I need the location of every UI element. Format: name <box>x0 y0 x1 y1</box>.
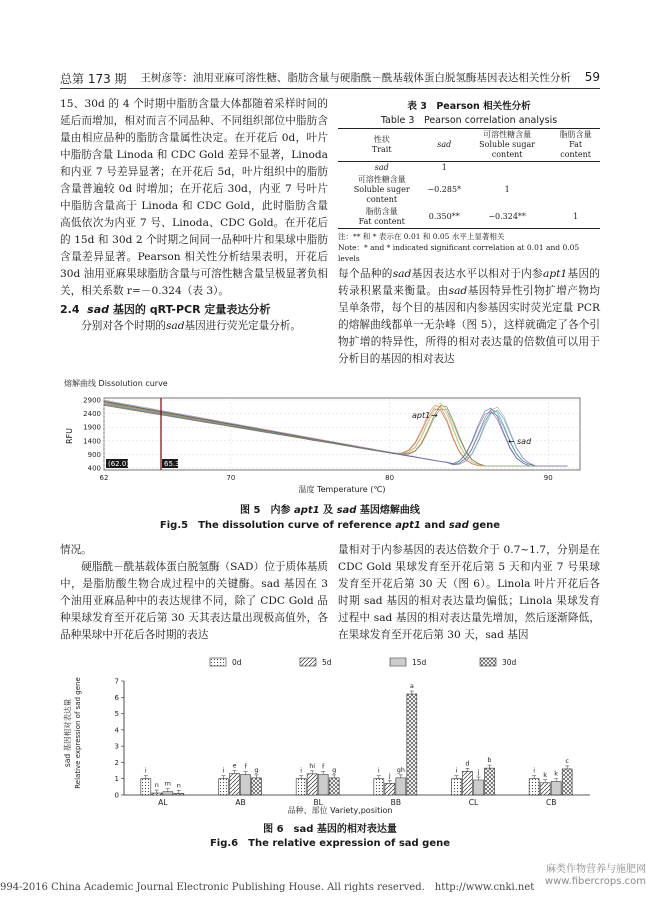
y-tick-label: 3 <box>114 742 119 751</box>
x-tick-label: 90 <box>543 474 553 482</box>
significance-letter: a <box>409 682 414 691</box>
significance-letter: j <box>477 768 480 777</box>
significance-letter: j <box>388 771 391 780</box>
y-tick-label: 2400 <box>83 410 101 419</box>
bar <box>252 778 262 795</box>
significance-letter: i <box>455 766 458 775</box>
x-ticks <box>100 474 553 482</box>
bar <box>174 793 184 795</box>
y-tick-label: 1900 <box>83 423 101 432</box>
significance-letter: g <box>254 765 259 774</box>
y-tick-label: 400 <box>87 464 101 473</box>
significance-letter: gh <box>396 765 405 774</box>
expression-bar-chart <box>60 655 600 817</box>
y-tick-label: 900 <box>87 450 101 459</box>
table-row: 脂肪含量 Fat content 0.350** −0.324** 1 <box>358 207 579 226</box>
fig6-caption-cn: 图 6 sad 基因的相对表达量 <box>263 824 397 835</box>
x-axis-label: 温度 Temperature (℃) <box>298 485 386 494</box>
category-label: AL <box>158 798 168 807</box>
significance-letter: i <box>533 766 536 775</box>
page-number: 59 <box>584 70 600 84</box>
body-paragraph: 15、30d 的 4 个时期中脂肪含量大体都随着采样时间的延后而增加，相对而言不同品种、不同组织部位中脂肪含量由相应品种的脂肪含量属性决定。在开花后 0d，叶片中脂肪含量 Linoda 和 CDC Gold 差异不显著，Linoda 和内亚 7 号差异显著；在开花后 5d，叶片组织中的脂肪含量普遍较 0d 时增加；在开花后 30d，内亚 7 号叶片中脂肪含量高于 Linoda 和 CDC Gold，此时脂肪含量高低依次为内亚 7 号、Linoda、CDC Gold。在开花后的 15d 和 30d 2 个时期之间同一品种叶片和果球中脂肪含量差异显著。Pearson 相关性分析结果表明，开花后 30d 油用亚麻果球脂肪含量与可溶性糖含量呈极显著负相关，相关系数 r=－0.324（表 3）。 <box>60 98 328 297</box>
header-rule <box>60 88 600 89</box>
bar <box>463 771 473 795</box>
significance-letter: f <box>244 762 247 771</box>
significance-letter: b <box>487 756 492 765</box>
right-column-top <box>338 266 600 368</box>
table-row: 可溶性糖含量 Soluble suger content −0.285* 1 <box>353 175 510 204</box>
bar <box>529 779 539 795</box>
bar <box>474 780 484 795</box>
issue-number: 总第 173 期 <box>60 72 127 86</box>
y-axis-label-en: Relative expression of sad gene <box>74 677 82 789</box>
running-header <box>60 70 600 87</box>
significance-letter: hi <box>309 761 316 770</box>
legend-swatch <box>210 658 226 666</box>
table-note-en: Note：* and * indicated significant correlation at 0.01 and 0.05 levels <box>338 243 580 263</box>
significance-letter: i <box>300 766 303 775</box>
chart-axes <box>115 678 590 800</box>
left-column-bottom <box>60 542 328 644</box>
table-3 <box>338 98 600 264</box>
bar <box>540 783 550 795</box>
bar <box>152 793 162 795</box>
significance-letter: i <box>222 766 225 775</box>
marker-1: (62.0) <box>108 460 130 468</box>
legend-label: 15d <box>412 658 427 667</box>
bar <box>307 774 317 795</box>
fig5-caption-cn: 图 5 内参 apt1 及 sad 基因熔解曲线 <box>240 505 420 516</box>
copyright-footer: 994-2016 China Academic Journal Electronic Publishing House. All rights reserved. http://www.cnki.net <box>0 882 535 893</box>
y-tick-label: 7 <box>114 677 119 686</box>
bar <box>485 768 495 795</box>
y-tick-label: 4 <box>114 726 119 735</box>
category-label: AB <box>235 798 246 807</box>
significance-letter: k <box>554 769 559 778</box>
y-tick-label: 2900 <box>83 396 101 405</box>
category-label: BB <box>390 798 401 807</box>
legend-swatch <box>300 658 316 666</box>
category-label: CL <box>468 798 479 807</box>
significance-letter: e <box>232 761 237 770</box>
sad-label: sad <box>517 437 532 446</box>
bar <box>396 778 406 795</box>
legend-swatch <box>390 658 406 666</box>
legend-label: 30d <box>502 658 517 667</box>
bar <box>241 775 251 795</box>
significance-letter: f <box>322 762 325 771</box>
bar <box>230 774 240 795</box>
legend-label: 5d <box>322 658 332 667</box>
fig6-caption-en: Fig.6 The relative expression of sad gene <box>209 838 451 849</box>
table-note-cn: 注：** 和 * 表示在 0.01 和 0.05 水平上显著相关 <box>338 232 505 241</box>
y-tick-label: 5 <box>114 710 119 719</box>
table-title-en: Table 3 Pearson correlation analysis <box>380 115 558 126</box>
running-title: 王树彦等：油用亚麻可溶性糖、脂肪含量与硬脂酰－酰基载体蛋白脱氢酶基因表达相关性分析 <box>140 72 571 84</box>
correlation-table: 性状 Trait sad 可溶性糖含量 Soluble sugar content 脂肪含量 Fat content sad 1 可溶性糖含量 Soluble suger content −0.285* 1 脂肪含量 Fat content 0.350** −0.324** 1 <box>338 128 600 229</box>
body-paragraph: 每个品种的sad基因表达水平以相对于内参apt1基因的转录积累量来衡量。由sad基因特异性引物扩增产物均呈单条带，每个目的基因和内参基因实时荧光定量 PCR 的熔解曲线都单一无杂峰（图 5），这样就确定了各个引物扩增的特异性，所得的相对表达量的倍数值可以用于分析目的基因的相对表达 <box>338 268 601 365</box>
y-tick-label: 1 <box>114 775 119 784</box>
bar <box>551 782 561 795</box>
bar <box>163 792 173 795</box>
significance-letter: k <box>543 770 548 779</box>
legend-swatch <box>480 658 496 666</box>
x-tick-label: 62 <box>99 474 109 482</box>
body-paragraph: 量相对于内参基因的表达倍数介于 0.7~1.7，分别是在 CDC Gold 果球发育至开花后第 5 天和内亚 7 号果球发育至开花后第 30 天（图 6）。Linola 叶片开花后各时期 sad 基因的相对表达量均偏低；Linola 果球发育过程中 sad 基因的相对表达量先增加，然后逐渐降低，在果球发育至开花后第 30 天，sad 基因 <box>338 544 600 641</box>
chart-legend <box>210 658 517 667</box>
right-column-bottom <box>338 542 600 644</box>
fig5-caption-en: Fig.5 The dissolution curve of reference apt1 and sad gene <box>159 520 501 531</box>
x-tick-label: 80 <box>385 474 395 482</box>
significance-letter: n <box>176 781 181 790</box>
bar <box>385 783 395 795</box>
significance-letter: i <box>144 766 147 775</box>
y-tick-label: 0 <box>114 791 119 800</box>
left-column-top <box>60 96 328 335</box>
table-title-cn: 表 3 Pearson 相关性分析 <box>407 101 531 112</box>
melt-curve-figure <box>60 376 600 498</box>
significance-letter: m <box>164 779 172 788</box>
significance-letter: c <box>565 756 569 765</box>
bar <box>329 778 339 795</box>
section-heading: 2.4 sad 基因的 qRT-PCR 定量表达分析 <box>60 303 271 316</box>
bar <box>219 779 229 795</box>
bar <box>141 779 151 795</box>
y-tick-label: 6 <box>114 693 119 702</box>
significance-letter: n <box>154 781 159 790</box>
x-axis-label: 品种、部位 Variety,position <box>287 806 393 815</box>
y-axis-label: RFU <box>65 427 74 445</box>
section-paragraph: 分别对各个时期的sad基因进行荧光定量分析。 <box>81 320 302 332</box>
marker-2: 65.3 <box>164 460 180 468</box>
apt1-label: apt1 <box>412 411 431 420</box>
y-axis-label-cn: sad 基因相对表达量 <box>63 698 72 768</box>
y-tick-label: 1400 <box>83 437 101 446</box>
significance-letter: i <box>377 766 380 775</box>
melt-plot-title: 熔解曲线 Dissolution curve <box>64 379 168 388</box>
category-label: BL <box>313 798 323 807</box>
body-paragraph: 情况。 <box>60 544 92 556</box>
bar <box>296 779 306 795</box>
table-row: sad 1 <box>374 163 447 172</box>
significance-letter: g <box>332 765 337 774</box>
legend-label: 0d <box>232 658 242 667</box>
bar <box>318 774 328 795</box>
significance-letter: d <box>465 759 470 768</box>
bar <box>562 769 572 795</box>
bar <box>452 779 462 795</box>
bar <box>407 694 417 795</box>
x-tick-label: 70 <box>226 474 236 482</box>
chart-bars <box>141 682 572 795</box>
body-paragraph: 硬脂酰－酰基载体蛋白脱氢酶（SAD）位于质体基质中，是脂肪酸生物合成过程中的关键酶。sad 基因在 3 个油用亚麻品种中的表达规律不同，除了 CDC Gold 品种果球发育至开花后第 30 天其表达量出现极高值外，各品种果球中开花后各时期的表达 <box>60 561 328 641</box>
category-label: CB <box>545 798 557 807</box>
y-tick-label: 2 <box>114 758 119 767</box>
apt1-arrow: → <box>431 411 438 420</box>
bar <box>374 779 384 795</box>
sad-arrow: ← <box>508 437 515 446</box>
y-ticks <box>83 397 101 473</box>
watermark: 麻类作物营养与施肥网 www.fibercrops.com <box>544 864 646 887</box>
